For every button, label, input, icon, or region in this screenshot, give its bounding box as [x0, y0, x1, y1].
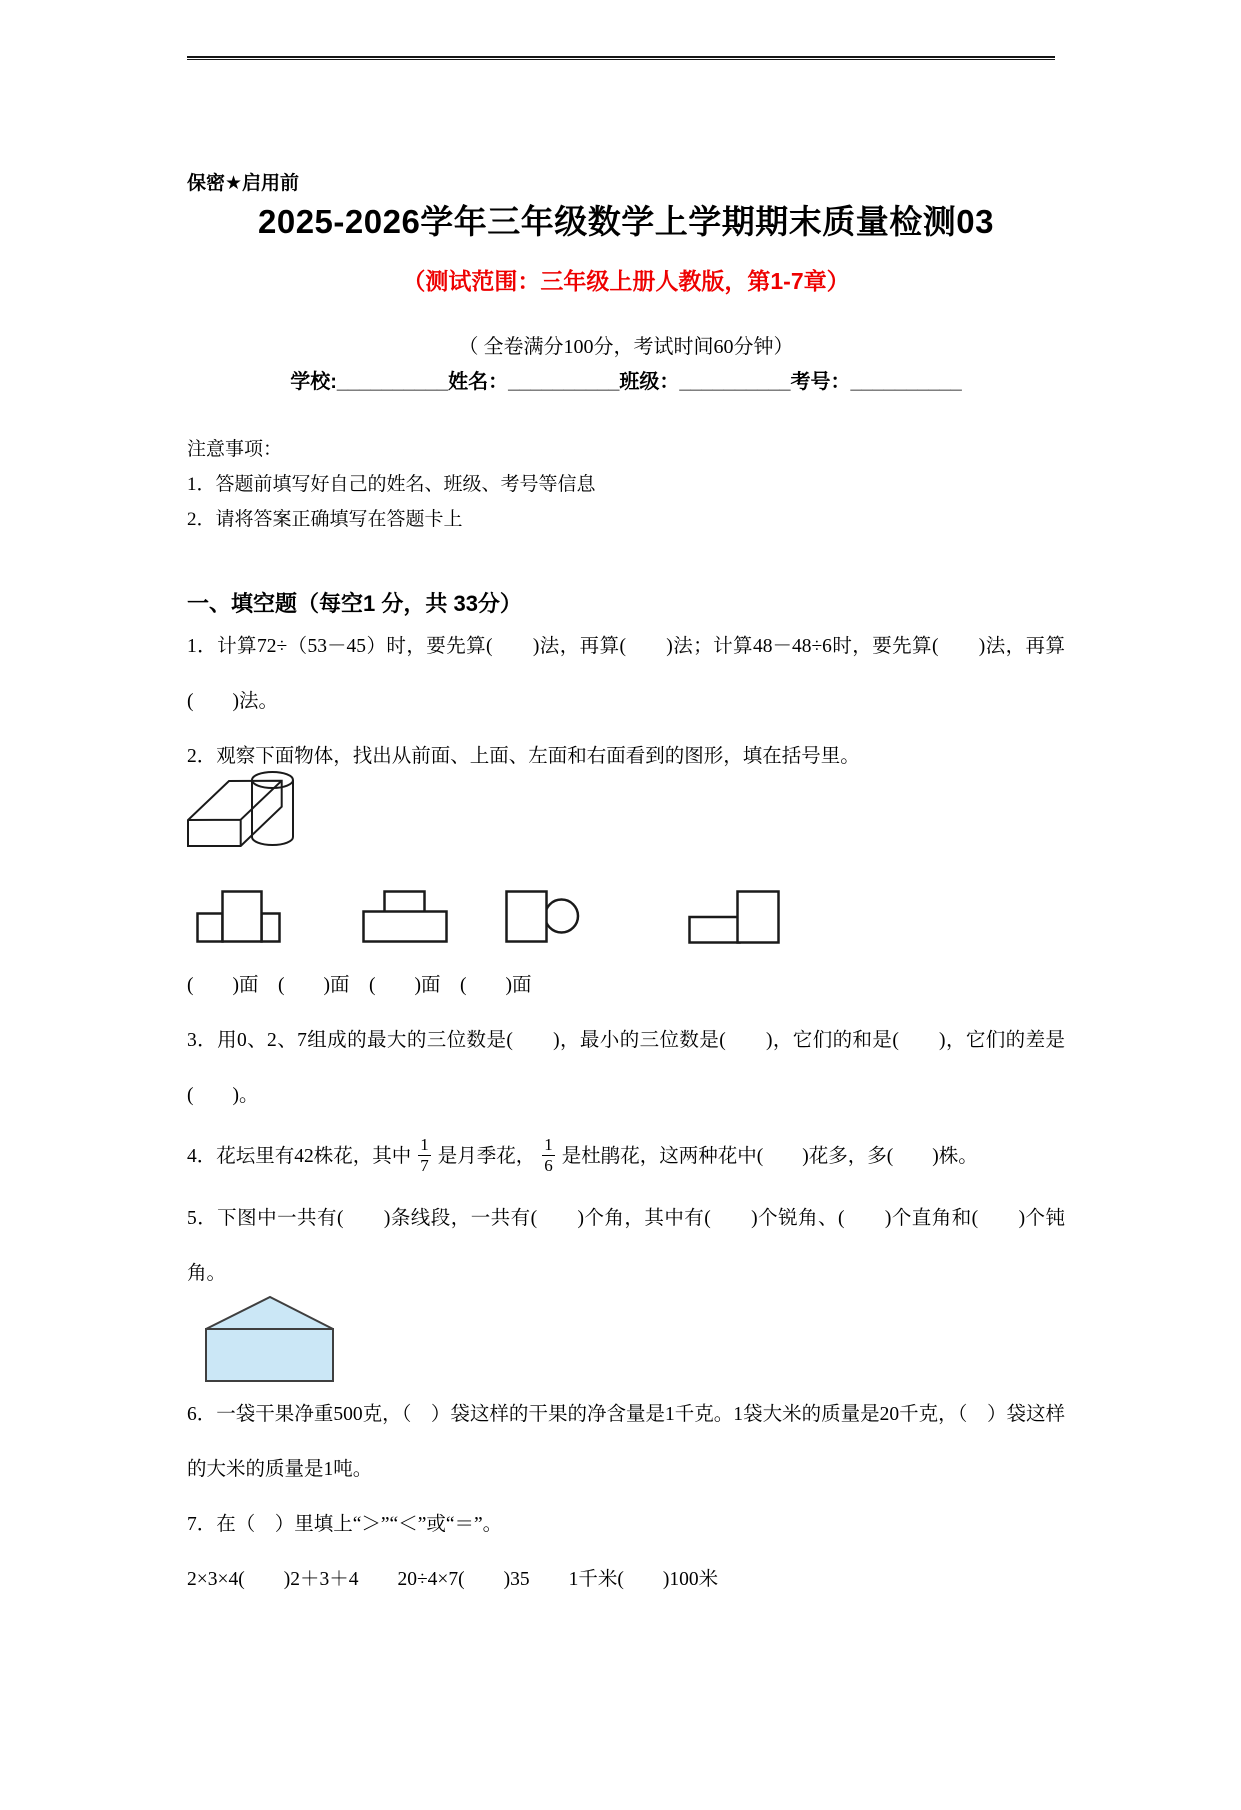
view-figure-3	[505, 890, 583, 943]
notes-block	[187, 432, 1065, 537]
house-body-rect	[206, 1329, 333, 1381]
note-item-2: 2．请将答案正确填写在答题卡上	[187, 509, 463, 530]
question-4	[187, 1123, 1065, 1191]
section-1-heading: 一、填空题（每空1 分，共 33分）	[187, 591, 522, 616]
q4-text-2: 是月季花，	[437, 1146, 536, 1167]
page-content	[0, 56, 1241, 1607]
fraction-numerator: 1	[544, 1135, 553, 1155]
note-item-1: 1．答题前填写好自己的姓名、班级、考号等信息	[187, 474, 596, 495]
fraction-denominator: 7	[420, 1156, 429, 1176]
cuboid-shape	[188, 781, 282, 846]
q4-text-1: 4．花坛里有42株花，其中	[187, 1146, 412, 1167]
fraction-one-seventh	[418, 1135, 431, 1175]
fraction-numerator: 1	[420, 1135, 429, 1155]
view1-right-rect	[262, 914, 280, 942]
q4-text-3: 是杜鹃花，这两种花中( )花多，多( )株。	[561, 1146, 978, 1167]
header-rule	[187, 56, 1055, 60]
exam-info-line: （ 全卷满分100分，考试时间60分钟）	[458, 336, 794, 358]
view4-right-rect	[738, 892, 779, 943]
student-info-fields: 学校:__________姓名：__________班级：__________考号：__________	[290, 371, 962, 393]
question-6: 6．一袋干果净重500克，（ ）袋这样的干果的净含量是1千克。1袋大米的质量是20千克，（ ）袋这样的大米的质量是1吨。	[187, 1404, 1065, 1480]
view3-rect	[507, 892, 547, 942]
exam-scope-subtitle: （测试范围：三年级上册人教版，第1-7章）	[402, 268, 850, 294]
view2-top-rect	[385, 892, 425, 913]
question-1: 1．计算72÷（53－45）时，要先算( )法，再算( )法；计算48－48÷6时，要先算( )法，再算( )法。	[187, 636, 1065, 712]
q7-expressions: 2×3×4( )2＋3＋4 20÷4×7( )35 1千米( )100米	[187, 1569, 719, 1590]
page-title: 2025-2026学年三年级数学上学期期末质量检测03	[257, 203, 995, 240]
question-3: 3．用0、2、7组成的最大的三位数是( )，最小的三位数是( )，它们的和是( )，它们的差是( )。	[187, 1030, 1065, 1106]
question-2: 2．观察下面物体，找出从前面、上面、左面和右面看到的图形，填在括号里。	[187, 746, 860, 767]
security-notice: 保密★启用前	[187, 173, 300, 194]
view3-circle	[545, 900, 578, 933]
view4-left-rect	[690, 917, 740, 943]
question-7: 7．在（ ）里填上“＞”“＜”或“＝”。	[187, 1514, 503, 1535]
house-roof-triangle	[206, 1297, 333, 1329]
view-options-row	[196, 890, 1065, 944]
view1-left-rect	[198, 914, 223, 942]
question-5: 5．下图中一共有( )条线段，一共有( )个角，其中有( )个锐角、( )个直角和( )个钝角。	[187, 1208, 1065, 1284]
exam-document	[0, 56, 1241, 1810]
house-figure	[205, 1295, 334, 1383]
view1-center-rect	[223, 892, 262, 942]
view2-bottom-rect	[364, 912, 447, 942]
q2-answer-blanks: ( )面 ( )面 ( )面 ( )面	[187, 975, 532, 996]
fraction-denominator: 6	[544, 1156, 553, 1176]
view-figure-1	[196, 890, 281, 943]
cuboid-edges	[188, 781, 282, 846]
notes-heading: 注意事项：	[187, 439, 283, 460]
fraction-one-sixth	[542, 1135, 555, 1175]
view-figure-4	[688, 890, 780, 944]
view-figure-2	[362, 890, 448, 943]
